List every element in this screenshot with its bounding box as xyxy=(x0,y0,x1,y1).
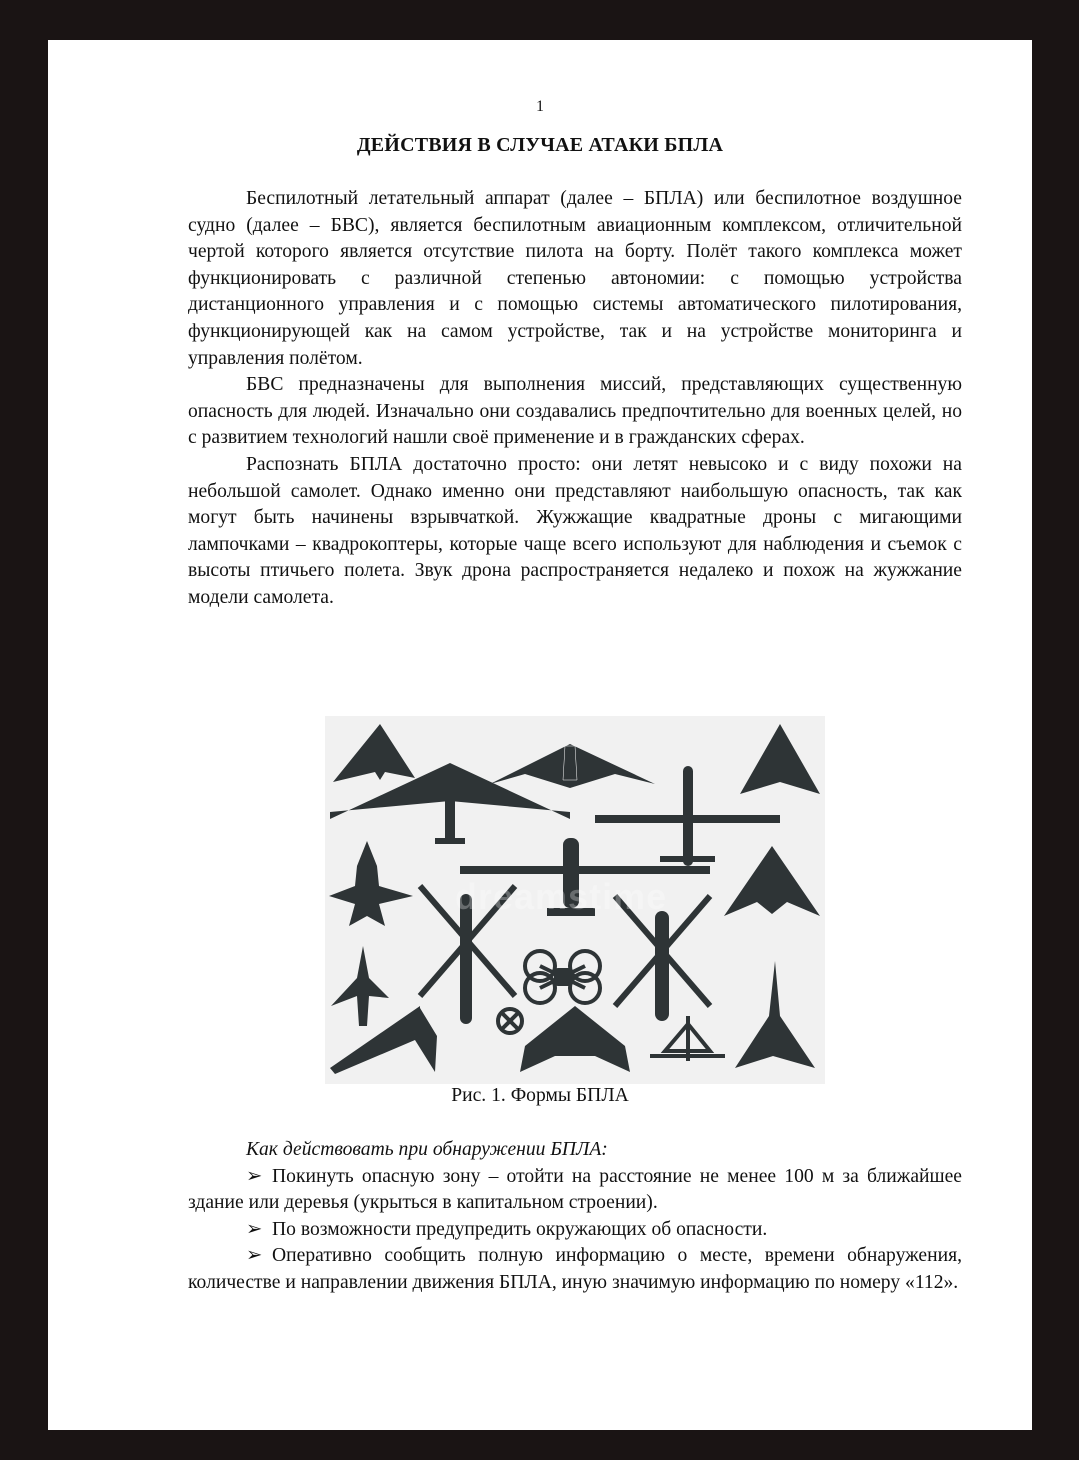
action-item xyxy=(188,1164,962,1217)
page-number: 1 xyxy=(536,98,544,115)
bullet-arrow-icon: ➢ xyxy=(246,1218,263,1240)
actions-heading: Как действовать при обнаружении БПЛА: xyxy=(246,1139,608,1160)
paragraph-definition: Беспилотный летательный аппарат (далее – БПЛА) или беспилотное воздушное судно (далее – БВС), является беспилотным авиационным комплексом, отличительной чертой которого является отсутствие пилота на борту. Полёт такого комплекса может функционировать с различной степенью автономии: с помощью устройства дистанционного управления и с помощью системы автоматического пилотирования, функционирующей как на самом устройстве, так и на устройстве мониторинга и управления полётом. xyxy=(188,188,962,369)
figure-caption: Рис. 1. Формы БПЛА xyxy=(451,1085,629,1106)
paragraph-recognition: Распознать БПЛА достаточно просто: они летят невысоко и с виду похожи на небольшой самолет. Однако именно они представляют наибольшую опасность, так как могут быть начинены взрывчаткой. Жужжащие квадратные дроны с мигающими лампочками – квадрокоптеры, которые чаще всего используют для наблюдения и съемок с высоты птичьего полета. Звук дрона распространяется недалеко и похож на жужжание модели самолета. xyxy=(188,453,962,608)
paragraph-purpose: БВС предназначены для выполнения миссий, представляющих существенную опасность для людей. Изначально они создавались предпочтительно для военных целей, но с развитием технологий нашли своё применение и в гражданских сферах. xyxy=(188,374,962,449)
action-item xyxy=(188,1243,962,1296)
action-text: Оперативно сообщить полную информацию о месте, времени обнаружения, количестве и направлении движения БПЛА, иную значимую информацию по номеру «112». xyxy=(188,1245,962,1293)
action-item xyxy=(188,1217,962,1244)
bullet-arrow-icon: ➢ xyxy=(246,1245,263,1267)
page-title: ДЕЙСТВИЯ В СЛУЧАЕ АТАКИ БПЛА xyxy=(356,134,724,156)
bullet-arrow-icon: ➢ xyxy=(246,1165,263,1187)
document-page xyxy=(48,40,1032,1430)
figure-watermark: dreamstime xyxy=(455,876,668,917)
intro-text xyxy=(188,186,962,612)
drone-shapes-figure xyxy=(325,716,825,1084)
action-text: Покинуть опасную зону – отойти на расстояние не менее 100 м за ближайшее здание или деревья (укрыться в капитальном строении). xyxy=(188,1165,962,1214)
action-text: По возможности предупредить окружающих об опасности. xyxy=(272,1218,768,1240)
actions-section xyxy=(188,1137,962,1297)
